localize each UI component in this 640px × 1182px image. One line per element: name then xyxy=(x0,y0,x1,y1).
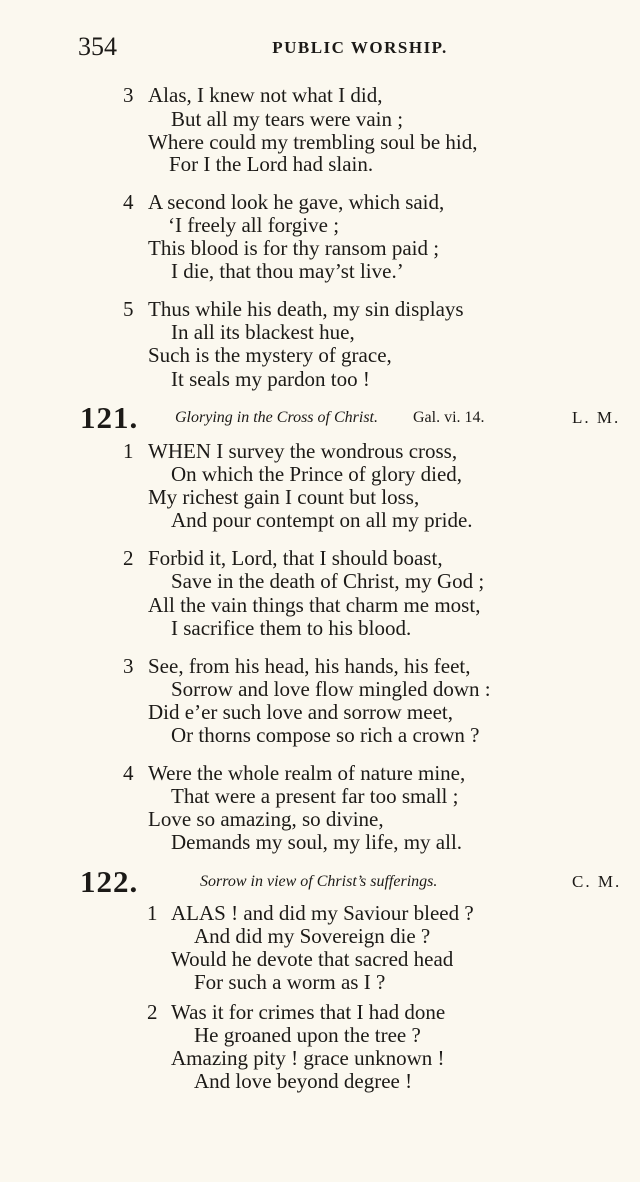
verse-line: Thus while his death, my sin displays xyxy=(148,297,464,321)
page-header xyxy=(78,32,558,66)
hymn-meter: C. M. xyxy=(572,872,622,891)
running-head: PUBLIC WORSHIP. xyxy=(272,38,448,57)
verse-number: 1 xyxy=(123,439,134,463)
verse-line: Were the whole realm of nature mine, xyxy=(148,761,466,785)
verse-line: ‘I freely all forgive ; xyxy=(168,213,340,237)
verse-line: On which the Prince of glory died, xyxy=(171,462,463,486)
verse-line: For I the Lord had slain. xyxy=(169,152,374,176)
verse-line: All the vain things that charm me most, xyxy=(148,593,481,617)
verse-line: And did my Sovereign die ? xyxy=(194,924,431,948)
verse-line: Forbid it, Lord, that I should boast, xyxy=(148,546,443,570)
verse-line: A second look he gave, which said, xyxy=(148,190,445,214)
verse-line: Amazing pity ! grace unknown ! xyxy=(171,1046,445,1070)
verse-number: 4 xyxy=(123,761,134,785)
verse-number: 2 xyxy=(147,1000,158,1024)
verse-line: Where could my trembling soul be hid, xyxy=(148,130,478,154)
verse-line: WHEN I survey the wondrous cross, xyxy=(148,439,458,463)
hymn-number: 121. xyxy=(80,400,139,435)
verse-number: 2 xyxy=(123,546,134,570)
verse-line: He groaned upon the tree ? xyxy=(194,1023,421,1047)
verse-line: Love so amazing, so divine, xyxy=(148,807,384,831)
verse-line: It seals my pardon too ! xyxy=(171,367,370,391)
verse-line: And love beyond degree ! xyxy=(194,1069,413,1093)
verse-number: 1 xyxy=(147,901,158,925)
verse-line: In all its blackest hue, xyxy=(171,320,355,344)
verse-line: This blood is for thy ransom paid ; xyxy=(148,236,440,260)
verse-line: And pour contempt on all my pride. xyxy=(171,508,473,532)
verse-line: I die, that thou may’st live.’ xyxy=(171,259,404,283)
verse-line: That were a present far too small ; xyxy=(171,784,459,808)
verse-line: My richest gain I count but loss, xyxy=(148,485,420,509)
verse-line: For such a worm as I ? xyxy=(194,970,386,994)
verse-line: Would he devote that sacred head xyxy=(171,947,454,971)
verse-number: 5 xyxy=(123,297,134,321)
verse-line: Sorrow and love flow mingled down : xyxy=(171,677,491,701)
hymn-title: Glorying in the Cross of Christ. xyxy=(175,409,378,426)
hymn-number: 122. xyxy=(80,864,139,899)
verse-line: Did e’er such love and sorrow meet, xyxy=(148,700,453,724)
hymn-title: Sorrow in view of Christ’s sufferings. xyxy=(200,873,438,890)
verse-line: Alas, I knew not what I did, xyxy=(148,83,383,107)
verse-line: Demands my soul, my life, my all. xyxy=(171,830,463,854)
verse-line: Was it for crimes that I had done xyxy=(171,1000,446,1024)
verse-line: Save in the death of Christ, my God ; xyxy=(171,569,485,593)
page-number: 354 xyxy=(78,32,117,61)
scripture-reference: Gal. vi. 14. xyxy=(413,409,485,426)
verse-line: Such is the mystery of grace, xyxy=(148,343,392,367)
verse-line: But all my tears were vain ; xyxy=(171,107,404,131)
verse-number: 4 xyxy=(123,190,134,214)
verse-line: ALAS ! and did my Saviour bleed ? xyxy=(171,901,474,925)
verse-number: 3 xyxy=(123,654,134,678)
verse-line: Or thorns compose so rich a crown ? xyxy=(171,723,480,747)
verse-line: I sacrifice them to his blood. xyxy=(171,616,412,640)
verse-line: See, from his head, his hands, his feet, xyxy=(148,654,471,678)
hymn-meter: L. M. xyxy=(572,408,621,427)
verse-number: 3 xyxy=(123,83,134,107)
